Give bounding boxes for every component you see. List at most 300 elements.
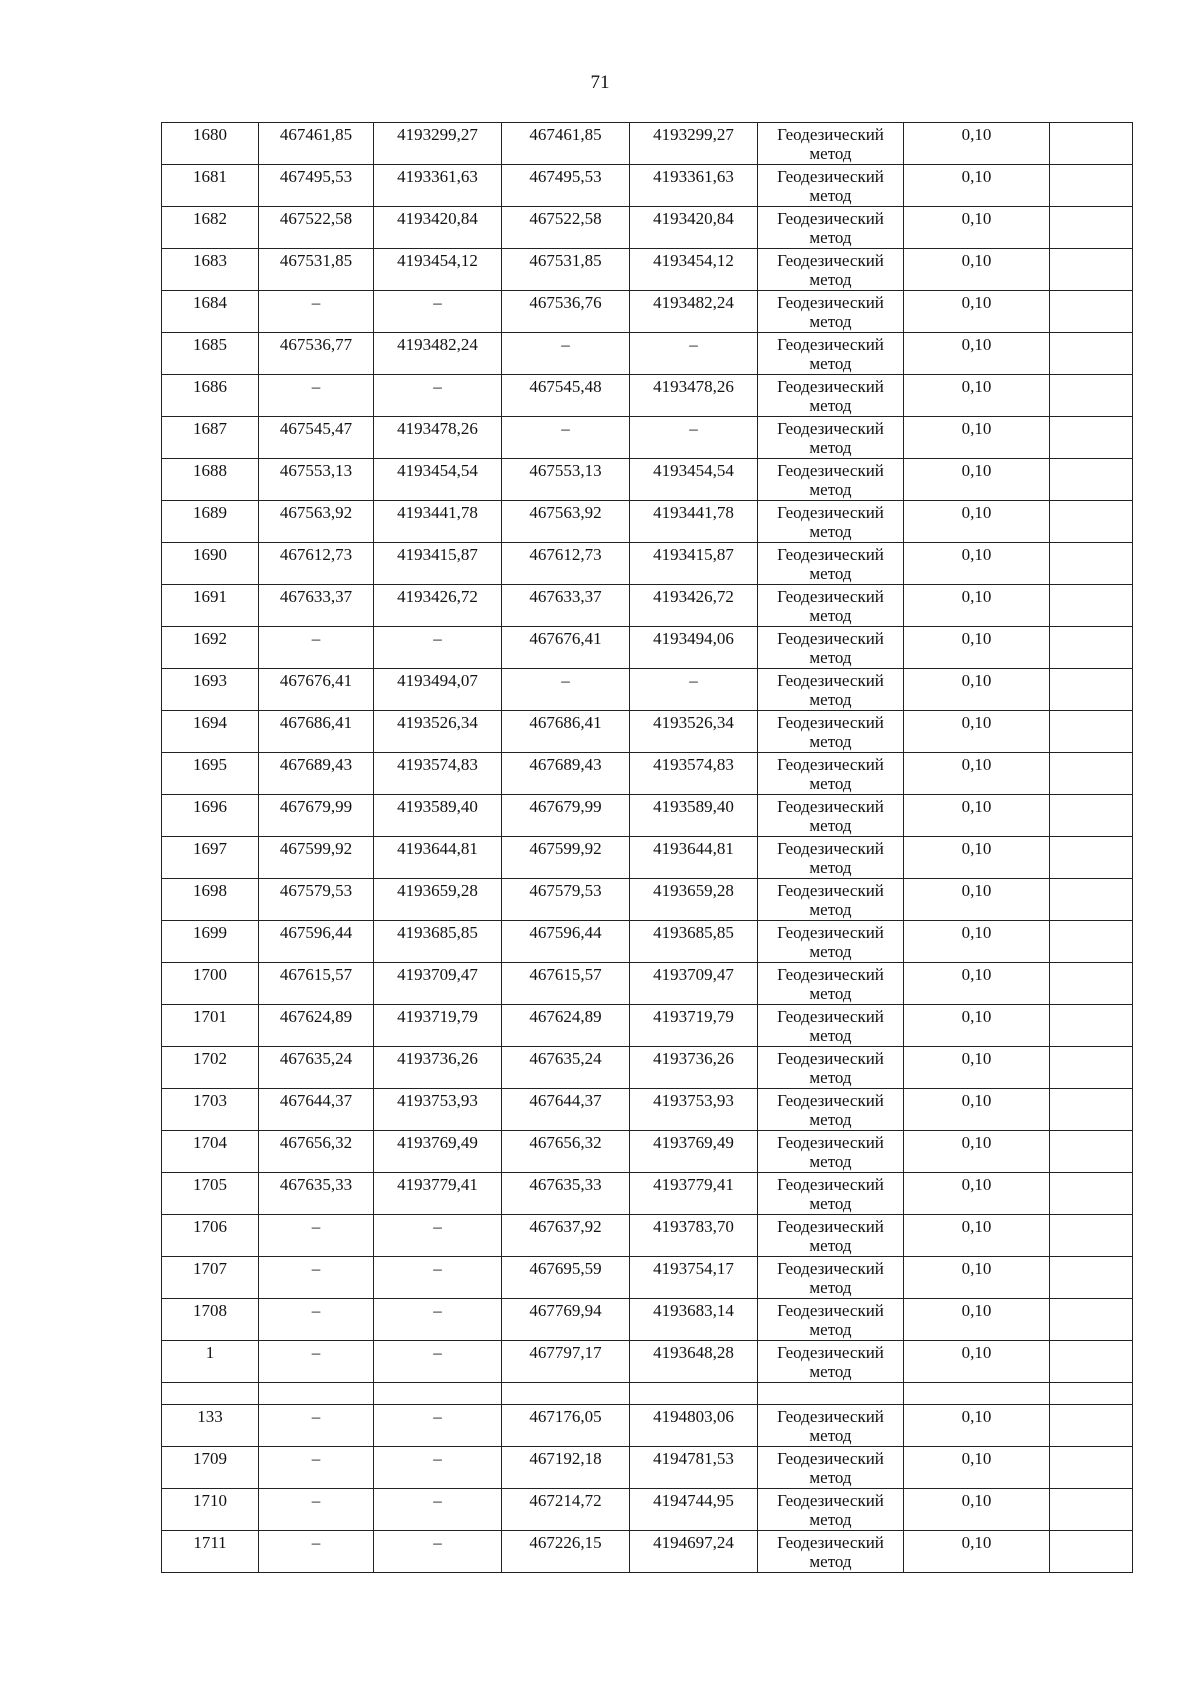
existing-x-cell: –: [259, 1257, 374, 1299]
accuracy-cell: 0,10: [904, 1131, 1050, 1173]
accuracy-cell: 0,10: [904, 291, 1050, 333]
existing-x-cell: –: [259, 1215, 374, 1257]
table-row: [162, 123, 1133, 165]
method-cell: Геодезический метод: [758, 669, 904, 711]
note-cell: [1050, 1299, 1133, 1341]
table-row: [162, 333, 1133, 375]
existing-y-cell: 4193361,63: [374, 165, 502, 207]
note-cell: [1050, 921, 1133, 963]
new-y-cell: 4193779,41: [630, 1173, 758, 1215]
point-number-cell: 1: [162, 1341, 259, 1383]
existing-y-cell: 4193454,54: [374, 459, 502, 501]
point-number-cell: 1703: [162, 1089, 259, 1131]
new-y-cell: 4193683,14: [630, 1299, 758, 1341]
existing-y-cell: –: [374, 1447, 502, 1489]
new-x-cell: 467612,73: [502, 543, 630, 585]
point-number-cell: 1691: [162, 585, 259, 627]
accuracy-cell: 0,10: [904, 543, 1050, 585]
existing-y-cell: –: [374, 1299, 502, 1341]
new-y-cell: 4193589,40: [630, 795, 758, 837]
existing-x-cell: 467624,89: [259, 1005, 374, 1047]
point-number-cell: 1700: [162, 963, 259, 1005]
empty-cell: [904, 1383, 1050, 1405]
point-number-cell: 1708: [162, 1299, 259, 1341]
point-number-cell: 1711: [162, 1531, 259, 1573]
coordinates-table: [161, 122, 1133, 1573]
new-x-cell: 467797,17: [502, 1341, 630, 1383]
new-y-cell: 4193420,84: [630, 207, 758, 249]
accuracy-cell: 0,10: [904, 333, 1050, 375]
accuracy-cell: 0,10: [904, 249, 1050, 291]
note-cell: [1050, 1531, 1133, 1573]
new-x-cell: 467596,44: [502, 921, 630, 963]
point-number-cell: 1696: [162, 795, 259, 837]
new-x-cell: 467676,41: [502, 627, 630, 669]
table-row: [162, 1047, 1133, 1089]
existing-y-cell: 4193494,07: [374, 669, 502, 711]
new-y-cell: 4193494,06: [630, 627, 758, 669]
new-y-cell: 4193526,34: [630, 711, 758, 753]
existing-x-cell: 467563,92: [259, 501, 374, 543]
method-cell: Геодезический метод: [758, 333, 904, 375]
new-x-cell: 467615,57: [502, 963, 630, 1005]
point-number-cell: 1701: [162, 1005, 259, 1047]
note-cell: [1050, 1131, 1133, 1173]
table-row: [162, 795, 1133, 837]
accuracy-cell: 0,10: [904, 753, 1050, 795]
new-y-cell: –: [630, 333, 758, 375]
existing-y-cell: –: [374, 1489, 502, 1531]
existing-x-cell: 467536,77: [259, 333, 374, 375]
new-x-cell: 467226,15: [502, 1531, 630, 1573]
point-number-cell: 1689: [162, 501, 259, 543]
separator-row: [162, 1383, 1133, 1405]
new-x-cell: 467495,53: [502, 165, 630, 207]
existing-x-cell: 467596,44: [259, 921, 374, 963]
new-x-cell: –: [502, 417, 630, 459]
table-row: [162, 207, 1133, 249]
new-y-cell: 4193754,17: [630, 1257, 758, 1299]
accuracy-cell: 0,10: [904, 1215, 1050, 1257]
note-cell: [1050, 1173, 1133, 1215]
existing-y-cell: –: [374, 375, 502, 417]
new-y-cell: 4193644,81: [630, 837, 758, 879]
existing-x-cell: –: [259, 375, 374, 417]
accuracy-cell: 0,10: [904, 1299, 1050, 1341]
accuracy-cell: 0,10: [904, 963, 1050, 1005]
note-cell: [1050, 879, 1133, 921]
note-cell: [1050, 837, 1133, 879]
new-x-cell: –: [502, 669, 630, 711]
existing-y-cell: 4193426,72: [374, 585, 502, 627]
point-number-cell: 1709: [162, 1447, 259, 1489]
new-y-cell: 4193783,70: [630, 1215, 758, 1257]
table-row: [162, 1089, 1133, 1131]
new-x-cell: 467695,59: [502, 1257, 630, 1299]
method-cell: Геодезический метод: [758, 1005, 904, 1047]
accuracy-cell: 0,10: [904, 1405, 1050, 1447]
method-cell: Геодезический метод: [758, 879, 904, 921]
accuracy-cell: 0,10: [904, 879, 1050, 921]
new-x-cell: 467579,53: [502, 879, 630, 921]
note-cell: [1050, 669, 1133, 711]
existing-y-cell: 4193779,41: [374, 1173, 502, 1215]
table-row: [162, 1257, 1133, 1299]
new-y-cell: –: [630, 417, 758, 459]
existing-x-cell: 467656,32: [259, 1131, 374, 1173]
table-row: [162, 417, 1133, 459]
accuracy-cell: 0,10: [904, 459, 1050, 501]
existing-y-cell: 4193685,85: [374, 921, 502, 963]
method-cell: Геодезический метод: [758, 1531, 904, 1573]
note-cell: [1050, 291, 1133, 333]
accuracy-cell: 0,10: [904, 1173, 1050, 1215]
point-number-cell: 1702: [162, 1047, 259, 1089]
note-cell: [1050, 1341, 1133, 1383]
new-y-cell: 4194781,53: [630, 1447, 758, 1489]
existing-x-cell: 467676,41: [259, 669, 374, 711]
table-row: [162, 1215, 1133, 1257]
table-row: [162, 921, 1133, 963]
new-x-cell: 467635,33: [502, 1173, 630, 1215]
page-number: 71: [590, 72, 610, 93]
existing-y-cell: 4193769,49: [374, 1131, 502, 1173]
new-x-cell: 467679,99: [502, 795, 630, 837]
point-number-cell: 1683: [162, 249, 259, 291]
existing-x-cell: 467553,13: [259, 459, 374, 501]
table-body: [162, 123, 1133, 1573]
point-number-cell: 1705: [162, 1173, 259, 1215]
method-cell: Геодезический метод: [758, 963, 904, 1005]
accuracy-cell: 0,10: [904, 1489, 1050, 1531]
method-cell: Геодезический метод: [758, 417, 904, 459]
note-cell: [1050, 501, 1133, 543]
note-cell: [1050, 627, 1133, 669]
accuracy-cell: 0,10: [904, 1047, 1050, 1089]
new-x-cell: 467644,37: [502, 1089, 630, 1131]
note-cell: [1050, 1047, 1133, 1089]
method-cell: Геодезический метод: [758, 711, 904, 753]
note-cell: [1050, 123, 1133, 165]
note-cell: [1050, 165, 1133, 207]
point-number-cell: 1697: [162, 837, 259, 879]
point-number-cell: 1688: [162, 459, 259, 501]
table-row: [162, 1131, 1133, 1173]
empty-cell: [259, 1383, 374, 1405]
existing-x-cell: –: [259, 627, 374, 669]
existing-x-cell: –: [259, 1531, 374, 1573]
existing-y-cell: 4193415,87: [374, 543, 502, 585]
point-number-cell: 1681: [162, 165, 259, 207]
new-x-cell: –: [502, 333, 630, 375]
new-y-cell: 4194697,24: [630, 1531, 758, 1573]
new-y-cell: 4193685,85: [630, 921, 758, 963]
new-y-cell: 4193736,26: [630, 1047, 758, 1089]
table-row: [162, 1005, 1133, 1047]
new-x-cell: 467635,24: [502, 1047, 630, 1089]
existing-x-cell: –: [259, 1447, 374, 1489]
point-number-cell: 1710: [162, 1489, 259, 1531]
method-cell: Геодезический метод: [758, 1215, 904, 1257]
table-row: [162, 1531, 1133, 1573]
existing-x-cell: 467522,58: [259, 207, 374, 249]
new-x-cell: 467192,18: [502, 1447, 630, 1489]
table-row: [162, 1341, 1133, 1383]
table-row: [162, 459, 1133, 501]
existing-y-cell: –: [374, 627, 502, 669]
existing-y-cell: 4193736,26: [374, 1047, 502, 1089]
existing-y-cell: 4193574,83: [374, 753, 502, 795]
point-number-cell: 133: [162, 1405, 259, 1447]
new-y-cell: 4193441,78: [630, 501, 758, 543]
note-cell: [1050, 207, 1133, 249]
new-x-cell: 467769,94: [502, 1299, 630, 1341]
new-y-cell: 4194803,06: [630, 1405, 758, 1447]
note-cell: [1050, 543, 1133, 585]
note-cell: [1050, 375, 1133, 417]
note-cell: [1050, 1405, 1133, 1447]
table-row: [162, 291, 1133, 333]
table-row: [162, 837, 1133, 879]
new-x-cell: 467633,37: [502, 585, 630, 627]
existing-x-cell: 467644,37: [259, 1089, 374, 1131]
method-cell: Геодезический метод: [758, 501, 904, 543]
accuracy-cell: 0,10: [904, 207, 1050, 249]
new-x-cell: 467176,05: [502, 1405, 630, 1447]
note-cell: [1050, 963, 1133, 1005]
table-row: [162, 543, 1133, 585]
existing-x-cell: 467599,92: [259, 837, 374, 879]
new-x-cell: 467599,92: [502, 837, 630, 879]
table-row: [162, 1299, 1133, 1341]
new-y-cell: 4193769,49: [630, 1131, 758, 1173]
point-number-cell: 1693: [162, 669, 259, 711]
existing-x-cell: –: [259, 1489, 374, 1531]
note-cell: [1050, 711, 1133, 753]
existing-x-cell: 467686,41: [259, 711, 374, 753]
existing-x-cell: –: [259, 291, 374, 333]
existing-x-cell: 467461,85: [259, 123, 374, 165]
new-x-cell: 467553,13: [502, 459, 630, 501]
existing-y-cell: 4193420,84: [374, 207, 502, 249]
existing-y-cell: 4193526,34: [374, 711, 502, 753]
existing-y-cell: 4193299,27: [374, 123, 502, 165]
new-x-cell: 467536,76: [502, 291, 630, 333]
new-y-cell: 4193361,63: [630, 165, 758, 207]
table-row: [162, 627, 1133, 669]
note-cell: [1050, 1005, 1133, 1047]
method-cell: Геодезический метод: [758, 753, 904, 795]
existing-y-cell: 4193753,93: [374, 1089, 502, 1131]
existing-x-cell: 467615,57: [259, 963, 374, 1005]
point-number-cell: 1687: [162, 417, 259, 459]
table-row: [162, 501, 1133, 543]
point-number-cell: 1707: [162, 1257, 259, 1299]
empty-cell: [630, 1383, 758, 1405]
table-row: [162, 711, 1133, 753]
new-x-cell: 467686,41: [502, 711, 630, 753]
existing-y-cell: 4193441,78: [374, 501, 502, 543]
empty-cell: [1050, 1383, 1133, 1405]
new-y-cell: 4194744,95: [630, 1489, 758, 1531]
table-row: [162, 1489, 1133, 1531]
method-cell: Геодезический метод: [758, 123, 904, 165]
empty-cell: [162, 1383, 259, 1405]
existing-x-cell: 467545,47: [259, 417, 374, 459]
method-cell: Геодезический метод: [758, 1405, 904, 1447]
table-row: [162, 669, 1133, 711]
method-cell: Геодезический метод: [758, 795, 904, 837]
existing-x-cell: 467579,53: [259, 879, 374, 921]
new-x-cell: 467563,92: [502, 501, 630, 543]
existing-y-cell: 4193719,79: [374, 1005, 502, 1047]
point-number-cell: 1699: [162, 921, 259, 963]
accuracy-cell: 0,10: [904, 921, 1050, 963]
note-cell: [1050, 753, 1133, 795]
new-y-cell: 4193426,72: [630, 585, 758, 627]
new-y-cell: 4193454,54: [630, 459, 758, 501]
accuracy-cell: 0,10: [904, 1089, 1050, 1131]
point-number-cell: 1698: [162, 879, 259, 921]
table-row: [162, 585, 1133, 627]
point-number-cell: 1684: [162, 291, 259, 333]
point-number-cell: 1680: [162, 123, 259, 165]
method-cell: Геодезический метод: [758, 585, 904, 627]
note-cell: [1050, 1257, 1133, 1299]
method-cell: Геодезический метод: [758, 837, 904, 879]
new-x-cell: 467461,85: [502, 123, 630, 165]
existing-y-cell: 4193709,47: [374, 963, 502, 1005]
note-cell: [1050, 1089, 1133, 1131]
new-y-cell: 4193299,27: [630, 123, 758, 165]
note-cell: [1050, 417, 1133, 459]
note-cell: [1050, 459, 1133, 501]
new-y-cell: 4193719,79: [630, 1005, 758, 1047]
accuracy-cell: 0,10: [904, 1005, 1050, 1047]
new-x-cell: 467214,72: [502, 1489, 630, 1531]
point-number-cell: 1685: [162, 333, 259, 375]
accuracy-cell: 0,10: [904, 711, 1050, 753]
existing-x-cell: –: [259, 1299, 374, 1341]
point-number-cell: 1694: [162, 711, 259, 753]
accuracy-cell: 0,10: [904, 417, 1050, 459]
existing-x-cell: 467635,33: [259, 1173, 374, 1215]
new-x-cell: 467689,43: [502, 753, 630, 795]
existing-y-cell: 4193659,28: [374, 879, 502, 921]
existing-x-cell: 467689,43: [259, 753, 374, 795]
note-cell: [1050, 795, 1133, 837]
method-cell: Геодезический метод: [758, 165, 904, 207]
new-x-cell: 467545,48: [502, 375, 630, 417]
existing-x-cell: –: [259, 1405, 374, 1447]
accuracy-cell: 0,10: [904, 585, 1050, 627]
method-cell: Геодезический метод: [758, 1047, 904, 1089]
method-cell: Геодезический метод: [758, 921, 904, 963]
table-row: [162, 963, 1133, 1005]
note-cell: [1050, 1215, 1133, 1257]
table-row: [162, 375, 1133, 417]
existing-y-cell: –: [374, 1257, 502, 1299]
existing-x-cell: 467633,37: [259, 585, 374, 627]
existing-y-cell: 4193589,40: [374, 795, 502, 837]
table-row: [162, 879, 1133, 921]
note-cell: [1050, 585, 1133, 627]
note-cell: [1050, 249, 1133, 291]
accuracy-cell: 0,10: [904, 795, 1050, 837]
existing-y-cell: –: [374, 291, 502, 333]
existing-y-cell: 4193478,26: [374, 417, 502, 459]
new-y-cell: 4193648,28: [630, 1341, 758, 1383]
new-y-cell: 4193659,28: [630, 879, 758, 921]
method-cell: Геодезический метод: [758, 375, 904, 417]
table-row: [162, 165, 1133, 207]
existing-y-cell: –: [374, 1531, 502, 1573]
new-y-cell: 4193415,87: [630, 543, 758, 585]
existing-x-cell: –: [259, 1341, 374, 1383]
table-row: [162, 753, 1133, 795]
accuracy-cell: 0,10: [904, 375, 1050, 417]
method-cell: Геодезический метод: [758, 1131, 904, 1173]
note-cell: [1050, 333, 1133, 375]
method-cell: Геодезический метод: [758, 1447, 904, 1489]
accuracy-cell: 0,10: [904, 1341, 1050, 1383]
method-cell: Геодезический метод: [758, 543, 904, 585]
accuracy-cell: 0,10: [904, 123, 1050, 165]
new-x-cell: 467531,85: [502, 249, 630, 291]
method-cell: Геодезический метод: [758, 1089, 904, 1131]
accuracy-cell: 0,10: [904, 837, 1050, 879]
method-cell: Геодезический метод: [758, 459, 904, 501]
table-row: [162, 1405, 1133, 1447]
method-cell: Геодезический метод: [758, 1299, 904, 1341]
new-y-cell: 4193709,47: [630, 963, 758, 1005]
empty-cell: [502, 1383, 630, 1405]
existing-y-cell: –: [374, 1341, 502, 1383]
accuracy-cell: 0,10: [904, 165, 1050, 207]
existing-x-cell: 467679,99: [259, 795, 374, 837]
existing-x-cell: 467531,85: [259, 249, 374, 291]
point-number-cell: 1690: [162, 543, 259, 585]
note-cell: [1050, 1447, 1133, 1489]
existing-x-cell: 467495,53: [259, 165, 374, 207]
accuracy-cell: 0,10: [904, 669, 1050, 711]
table-row: [162, 1173, 1133, 1215]
existing-y-cell: 4193644,81: [374, 837, 502, 879]
new-x-cell: 467656,32: [502, 1131, 630, 1173]
empty-cell: [758, 1383, 904, 1405]
method-cell: Геодезический метод: [758, 207, 904, 249]
new-y-cell: 4193482,24: [630, 291, 758, 333]
empty-cell: [374, 1383, 502, 1405]
new-y-cell: 4193753,93: [630, 1089, 758, 1131]
method-cell: Геодезический метод: [758, 1173, 904, 1215]
point-number-cell: 1682: [162, 207, 259, 249]
point-number-cell: 1704: [162, 1131, 259, 1173]
table-row: [162, 1447, 1133, 1489]
accuracy-cell: 0,10: [904, 627, 1050, 669]
new-x-cell: 467637,92: [502, 1215, 630, 1257]
point-number-cell: 1692: [162, 627, 259, 669]
new-y-cell: 4193574,83: [630, 753, 758, 795]
accuracy-cell: 0,10: [904, 1531, 1050, 1573]
method-cell: Геодезический метод: [758, 627, 904, 669]
existing-y-cell: –: [374, 1405, 502, 1447]
new-x-cell: 467624,89: [502, 1005, 630, 1047]
method-cell: Геодезический метод: [758, 1257, 904, 1299]
new-y-cell: 4193478,26: [630, 375, 758, 417]
existing-y-cell: –: [374, 1215, 502, 1257]
method-cell: Геодезический метод: [758, 249, 904, 291]
